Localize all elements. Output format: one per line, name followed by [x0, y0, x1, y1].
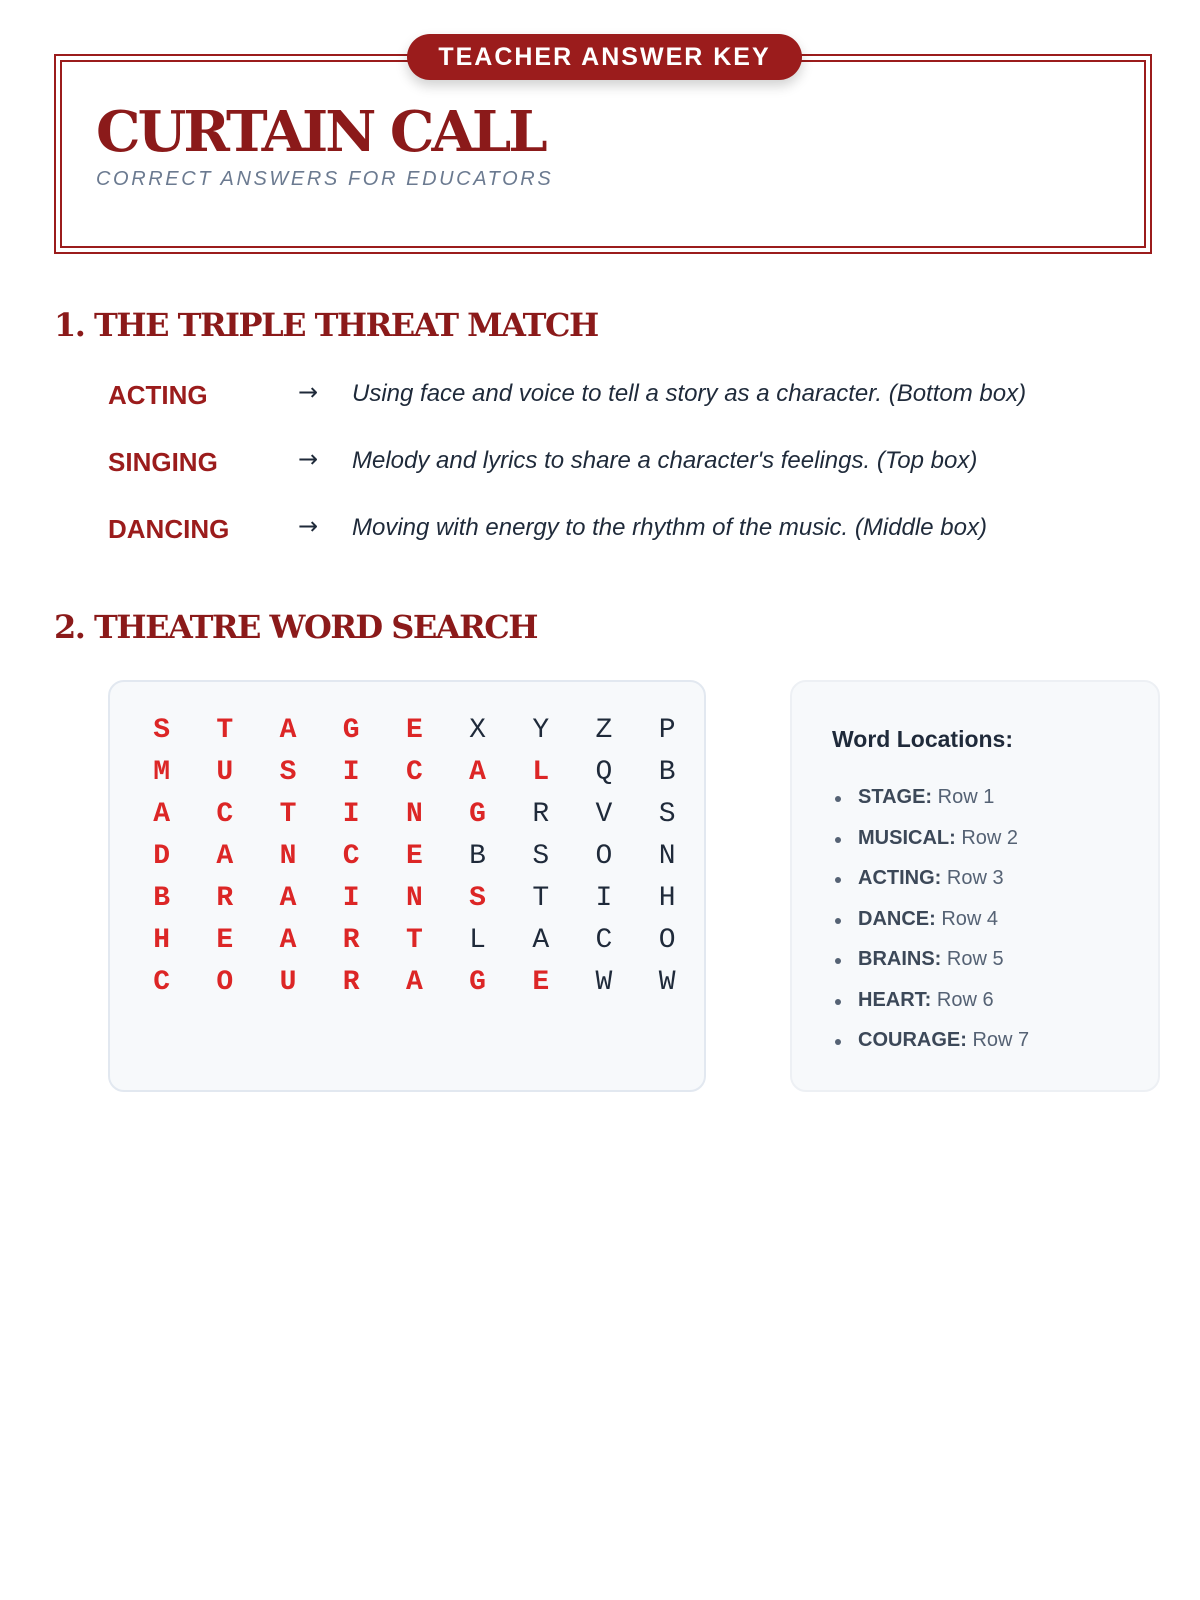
grid-cell: A [405, 967, 423, 998]
grid-cell: G [469, 967, 486, 998]
grid-cell: A [469, 757, 486, 788]
grid-cell: S [658, 799, 676, 830]
grid-cell: A [216, 841, 234, 872]
location-item [832, 1029, 1029, 1070]
grid-cell: T [405, 925, 423, 956]
word-locations-heading: Word Locations: [832, 726, 1014, 752]
grid-cell: I [595, 883, 613, 914]
grid-cell: I [342, 757, 360, 788]
grid-cell: S [469, 883, 486, 914]
grid-cell: Q [595, 757, 613, 788]
grid-cell: U [216, 757, 234, 788]
grid-cell: H [153, 925, 170, 956]
grid-cell: S [532, 841, 550, 872]
grid-cell: A [153, 799, 170, 830]
location-word: MUSICAL: [858, 826, 956, 849]
grid-cell: B [469, 841, 486, 872]
grid-cell: A [532, 925, 550, 956]
grid-cell: C [216, 799, 234, 830]
grid-cell: I [342, 883, 360, 914]
location-word: ACTING: [858, 867, 942, 889]
grid-cell: R [216, 883, 234, 914]
grid-cell: G [342, 715, 360, 746]
match-definition: Moving with energy to the rhythm of the music. (Middle box) [352, 514, 987, 541]
grid-cell: O [658, 925, 676, 956]
location-item [832, 827, 1029, 868]
word-locations-list [832, 786, 1029, 1070]
grid-cell: R [342, 925, 360, 956]
word-search-grid [130, 710, 699, 1004]
grid-cell: L [469, 925, 486, 956]
grid-cell: G [469, 799, 486, 830]
grid-cell: N [279, 841, 297, 872]
grid-cell: R [342, 967, 360, 998]
location-item [832, 989, 1029, 1030]
location-row: Row 4 [935, 907, 999, 930]
arrow-right-icon: → [298, 512, 319, 540]
grid-cell: B [153, 883, 170, 914]
match-row [108, 441, 1158, 481]
word-locations-card [790, 680, 1160, 1092]
grid-cell: A [279, 883, 297, 914]
grid-cell: X [469, 715, 486, 746]
location-row: Row 5 [941, 948, 1004, 970]
grid-cell: S [153, 715, 170, 746]
arrow-right-icon: → [298, 445, 319, 473]
location-row: Row 7 [966, 1029, 1030, 1051]
grid-cell: W [658, 967, 676, 998]
grid-cell: N [405, 883, 423, 914]
location-word: COURAGE: [858, 1029, 967, 1051]
grid-cell: Z [595, 715, 613, 746]
grid-cell: O [595, 841, 613, 872]
grid-cell: D [153, 841, 170, 872]
grid-cell: O [216, 967, 234, 998]
location-row: Row 2 [955, 826, 1019, 849]
location-item [832, 948, 1029, 989]
grid-cell: T [279, 799, 297, 830]
page-title: CURTAIN CALL [96, 99, 545, 165]
grid-cell: B [658, 757, 676, 788]
grid-cell: A [279, 715, 297, 746]
arrow-right-icon: → [298, 378, 319, 406]
grid-cell: T [216, 715, 234, 746]
grid-cell: S [279, 757, 297, 788]
section-heading-triple-threat: 1. THE TRIPLE THREAT MATCH [54, 306, 598, 344]
location-word: BRAINS: [858, 948, 942, 970]
grid-cell: C [595, 925, 613, 956]
match-term: DANCING [108, 514, 230, 544]
grid-cell: N [658, 841, 676, 872]
grid-cell: A [279, 925, 297, 956]
grid-cell: L [532, 757, 550, 788]
section-heading-word-search: 2. THEATRE WORD SEARCH [54, 608, 537, 646]
location-item [832, 786, 1029, 827]
grid-cell: E [405, 715, 423, 746]
location-word: STAGE: [858, 786, 933, 808]
grid-cell: U [279, 967, 297, 998]
location-row: Row 6 [931, 988, 994, 1011]
location-word: DANCE: [858, 907, 936, 930]
grid-cell: N [405, 799, 423, 830]
match-row [108, 508, 1158, 548]
grid-cell: H [658, 883, 676, 914]
grid-cell: T [532, 883, 550, 914]
page-subtitle: CORRECT ANSWERS FOR EDUCATORS [96, 168, 554, 190]
location-row: Row 3 [941, 867, 1004, 889]
match-definition: Melody and lyrics to share a character's feelings. (Top box) [352, 447, 978, 474]
grid-cell: E [405, 841, 423, 872]
match-definition: Using face and voice to tell a story as a character. (Bottom box) [352, 380, 1027, 407]
grid-cell: C [342, 841, 360, 872]
answer-key-badge: TEACHER ANSWER KEY [407, 34, 802, 80]
location-item [832, 867, 1029, 908]
grid-cell: E [532, 967, 550, 998]
grid-cell: I [342, 799, 360, 830]
grid-cell: C [153, 967, 170, 998]
match-row [108, 374, 1158, 414]
grid-cell: W [595, 967, 613, 998]
match-term: ACTING [108, 380, 208, 410]
location-word: HEART: [858, 988, 932, 1011]
grid-cell: C [405, 757, 423, 788]
word-search-card [108, 680, 706, 1092]
grid-cell: E [216, 925, 234, 956]
grid-cell: R [532, 799, 550, 830]
grid-cell: Y [532, 715, 550, 746]
grid-cell: V [595, 799, 613, 830]
location-row: Row 1 [932, 786, 995, 808]
location-item [832, 908, 1029, 949]
match-term: SINGING [108, 447, 218, 477]
grid-cell: P [658, 715, 676, 746]
grid-cell: M [153, 757, 170, 788]
